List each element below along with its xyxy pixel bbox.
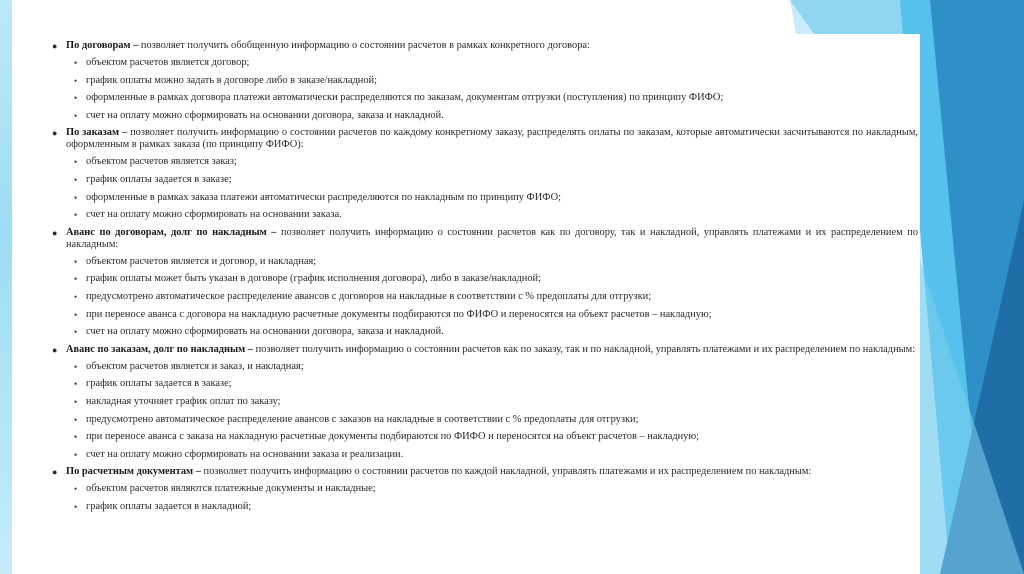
section-list	[52, 156, 918, 221]
list-item-text: счет на оплату можно сформировать на основании заказа.	[86, 209, 342, 221]
list-item-text: предусмотрено автоматическое распределение авансов с договоров на накладные в соответствии с % предоплаты для отгрузки;	[86, 290, 652, 302]
bullet-icon: •	[74, 449, 78, 460]
list-item-text: график оплаты может быть указан в договоре (график исполнения договора), либо в заказе/накладной;	[86, 273, 541, 285]
section-description: позволяет получить обобщенную информацию о состоянии расчетов в рамках конкретного договора:	[140, 40, 590, 51]
list-item-text: оформленные в рамках договора платежи автоматически распределяются по заказам, документам отгрузки (поступления) по принципу ФИФО;	[86, 92, 724, 104]
list-item	[52, 309, 918, 321]
bullet-icon: •	[74, 210, 78, 221]
list-item-text: график оплаты задается в заказе;	[86, 378, 232, 390]
section-heading	[52, 344, 918, 356]
bullet-icon: ●	[52, 227, 58, 238]
section	[52, 127, 918, 221]
list-item	[52, 75, 918, 87]
list-item	[52, 431, 918, 443]
bullet-icon: •	[74, 58, 78, 68]
list-item-text: оформленные в рамках заказа платежи автоматически распределяются по накладным по принципу ФИФО;	[86, 191, 561, 203]
list-item-text: накладная уточняет график оплат по заказу;	[86, 395, 281, 407]
section	[52, 227, 918, 338]
bullet-icon: •	[74, 432, 78, 443]
list-item	[52, 273, 918, 285]
bullet-icon: •	[74, 256, 78, 267]
bullet-icon: ●	[52, 128, 58, 139]
left-accent-stripe	[0, 0, 12, 574]
bullet-icon: •	[74, 501, 78, 512]
list-item	[52, 396, 918, 408]
list-item-text: график оплаты можно задать в договоре либо в заказе/накладной;	[86, 74, 377, 86]
list-item	[52, 256, 918, 268]
list-item-text: счет на оплату можно сформировать на основании заказа и реализации.	[86, 448, 404, 460]
section-title: Аванс по договорам, долг по накладным –	[66, 226, 277, 238]
list-item-text: предусмотрено автоматическое распределение авансов с заказов на накладные в соответствии с % предоплаты для отгрузки;	[86, 413, 639, 425]
document-body	[52, 40, 918, 518]
bullet-icon: •	[74, 379, 78, 390]
section-list	[52, 57, 918, 122]
bullet-icon: •	[74, 484, 78, 495]
bullet-icon: •	[74, 414, 78, 425]
list-item-text: при переносе аванса с договора на накладную расчетные документы подбираются по ФИФО и переносятся на объект расчетов – накладную;	[86, 308, 712, 320]
bullet-icon: •	[74, 291, 78, 302]
list-item	[52, 501, 918, 513]
list-item	[52, 174, 918, 186]
bullet-icon: •	[74, 396, 78, 407]
bullet-icon: •	[74, 327, 78, 338]
section	[52, 344, 918, 461]
list-item-text: объектом расчетов являются платежные документы и накладные;	[86, 483, 376, 495]
section-title: По расчетным документам –	[66, 466, 201, 478]
section-heading	[52, 40, 918, 52]
content-card	[30, 34, 920, 574]
list-item-text: график оплаты задается в накладной;	[86, 500, 252, 512]
bullet-icon: ●	[52, 467, 58, 478]
list-item-text: график оплаты задается в заказе;	[86, 173, 232, 185]
bullet-icon: ●	[52, 41, 58, 51]
section-title: По договорам –	[66, 40, 139, 51]
list-item-text: объектом расчетов является договор;	[86, 57, 250, 68]
list-item-text: объектом расчетов является и заказ, и накладная;	[86, 360, 304, 372]
bullet-icon: •	[74, 174, 78, 185]
section-title: По заказам –	[66, 127, 128, 139]
bullet-icon: •	[74, 274, 78, 285]
bullet-icon: •	[74, 309, 78, 320]
section-heading	[52, 127, 918, 151]
list-item-text: объектом расчетов является и договор, и накладная;	[86, 255, 317, 267]
list-item	[52, 449, 918, 461]
list-item	[52, 378, 918, 390]
section-list	[52, 256, 918, 338]
section-title: Аванс по заказам, долг по накладным –	[66, 343, 253, 355]
section-description: позволяет получить информацию о состоянии расчетов как по договору, так и накладной, управлять платежами и их распределением по накладным:	[66, 226, 918, 250]
section	[52, 466, 918, 513]
bullet-icon: •	[74, 110, 78, 121]
list-item	[52, 110, 918, 122]
section-description: позволяет получить информацию о состоянии расчетов по каждой накладной, управлять платежами и их распределением по накладным:	[203, 466, 812, 478]
list-item	[52, 291, 918, 303]
section-description: позволяет получить информацию о состоянии расчетов по каждому конкретному заказу, распределять оплаты по заказам, которые автоматически засчитываются по накладным, оформленным в рамках заказа (по принципу ФИФО):	[66, 127, 919, 151]
list-item	[52, 483, 918, 495]
list-item	[52, 361, 918, 373]
section-list	[52, 361, 918, 461]
bullet-icon: •	[74, 192, 78, 203]
list-item	[52, 192, 918, 204]
bullet-icon: •	[74, 157, 78, 168]
section	[52, 40, 918, 122]
list-item	[52, 414, 918, 426]
list-item	[52, 209, 918, 221]
list-item-text: объектом расчетов является заказ;	[86, 156, 237, 168]
bullet-icon: •	[74, 75, 78, 86]
list-item	[52, 57, 918, 69]
section-heading	[52, 466, 918, 478]
section-list	[52, 483, 918, 513]
list-item-text: счет на оплату можно сформировать на основании договора, заказа и накладной.	[86, 109, 444, 121]
list-item-text: счет на оплату можно сформировать на основании договора, заказа и накладной.	[86, 326, 444, 338]
list-item	[52, 92, 918, 104]
list-item	[52, 156, 918, 168]
bullet-icon: ●	[52, 344, 58, 355]
bullet-icon: •	[74, 93, 78, 104]
bullet-icon: •	[74, 361, 78, 372]
list-item-text: при переносе аванса с заказа на накладную расчетные документы подбираются по ФИФО и переносятся на объект расчетов – накладную;	[86, 431, 700, 443]
section-heading	[52, 227, 918, 251]
list-item	[52, 326, 918, 338]
section-description: позволяет получить информацию о состоянии расчетов как по заказу, так и по накладной, управлять платежами и их распределением по накладным:	[255, 343, 916, 355]
